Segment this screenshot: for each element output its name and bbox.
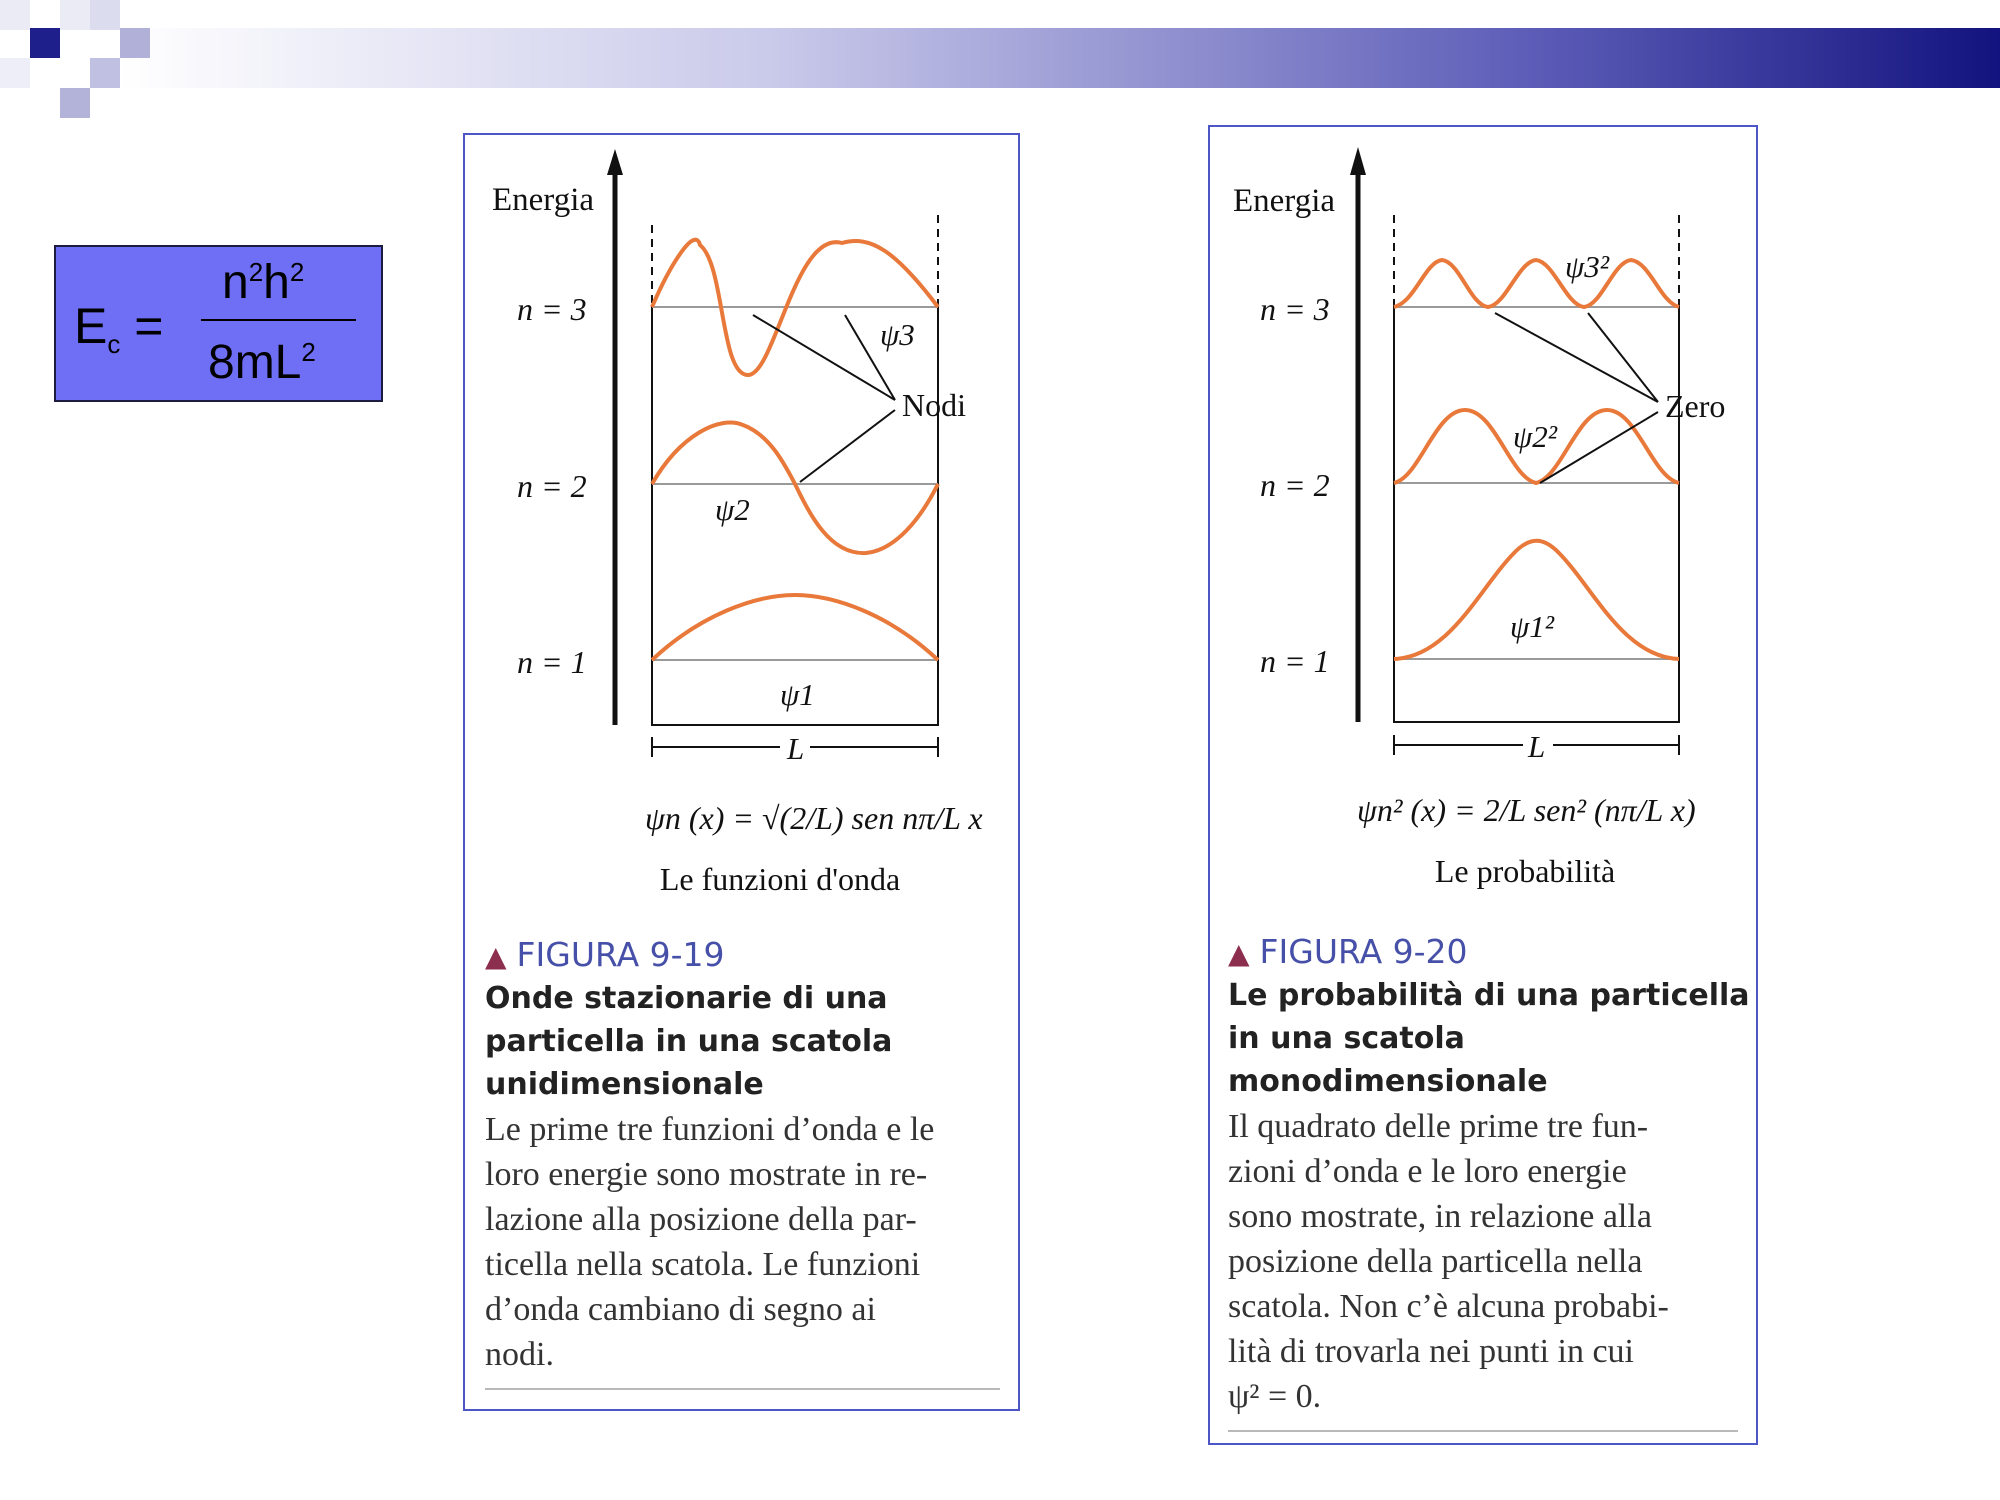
- caption-rule: [1228, 1430, 1738, 1432]
- length-label: L: [787, 731, 805, 766]
- zero-label: Zero: [1665, 388, 1726, 424]
- figure-9-19-panel: [463, 133, 1020, 1411]
- energy-label: Energia: [492, 182, 595, 218]
- psi2-wave: [652, 422, 938, 553]
- psi3-squared-label: ψ3²: [1565, 249, 1610, 284]
- level-label-n2: n = 2: [1260, 467, 1330, 503]
- caption-rule: [485, 1388, 1000, 1390]
- psi2-label: ψ2: [715, 492, 750, 527]
- zero-leader-1: [1495, 313, 1658, 402]
- energy-formula-box: [54, 245, 383, 402]
- psi3-squared-curve: [1394, 260, 1679, 307]
- energy-axis-arrow: [1350, 147, 1366, 175]
- length-label: L: [1528, 729, 1546, 764]
- node-leader-1: [753, 315, 895, 400]
- psi1-wave: [652, 595, 938, 660]
- formula-lhs: $E_c$ =: [74, 298, 164, 359]
- figure-title-9-20: Le probabilità di una particella in una scatola monodimensionale: [1228, 978, 1750, 1099]
- zero-leader-3: [1540, 412, 1658, 483]
- psi1-label: ψ1: [780, 677, 815, 712]
- level-label-n1: n = 1: [1260, 643, 1330, 679]
- probability-equation: ψn² (x) = 2/L sen² (nπ/L x): [1357, 792, 1696, 828]
- psi3-label: ψ3: [880, 317, 915, 352]
- level-label-n2: n = 2: [517, 468, 587, 504]
- formula-denominator: $8mL^2$: [208, 336, 316, 389]
- level-label-n3: n = 3: [517, 291, 587, 327]
- figure-9-20-panel: [1208, 125, 1758, 1445]
- figure-tag-9-19: ▲ FIGURA 9-19: [485, 935, 725, 974]
- psi1-squared-label: ψ1²: [1510, 609, 1555, 644]
- level-label-n3: n = 3: [1260, 291, 1330, 327]
- wave-function-diagram: [465, 135, 1018, 915]
- fraction-bar: [201, 319, 356, 321]
- formula-numerator: $n^2h^2$: [222, 256, 305, 309]
- probability-diagram: [1210, 127, 1756, 907]
- triangle-icon: ▲: [1228, 937, 1250, 970]
- level-label-n1: n = 1: [517, 644, 587, 680]
- energy-label: Energia: [1233, 183, 1336, 219]
- energy-axis-arrow: [607, 149, 623, 175]
- figure-body-9-20: Il quadrato delle prime tre fun- zioni d’onda e le loro energie sono mostrate, in relazione alla posizione della particella nella scatola. Non c’è alcuna probabi- lità di trovarla nei punti in cui ψ² = 0.: [1228, 1108, 1669, 1415]
- wave-subcaption: Le funzioni d'onda: [659, 861, 901, 897]
- potential-box: [652, 307, 938, 725]
- triangle-icon: ▲: [485, 940, 507, 973]
- node-leader-3: [800, 410, 895, 482]
- zero-leader-2: [1588, 313, 1658, 402]
- header-gradient-banner: [0, 0, 2000, 125]
- probability-subcaption: Le probabilità: [1434, 853, 1616, 889]
- wave-equation: ψn (x) = √(2/L) sen nπ/L x: [645, 800, 983, 836]
- psi2-squared-label: ψ2²: [1513, 419, 1558, 454]
- figure-title-9-19: Onde stazionarie di una particella in una scatola unidimensionale: [485, 981, 893, 1102]
- figure-tag-9-20: ▲ FIGURA 9-20: [1228, 932, 1468, 971]
- figure-body-9-19: Le prime tre funzioni d’onda e le loro energie sono mostrate in re- lazione alla posizione della par- ticella nella scatola. Le funzioni d’onda cambiano di segno ai nodi.: [485, 1111, 935, 1373]
- nodes-label: Nodi: [902, 387, 966, 423]
- banner-square-dark: [30, 28, 60, 58]
